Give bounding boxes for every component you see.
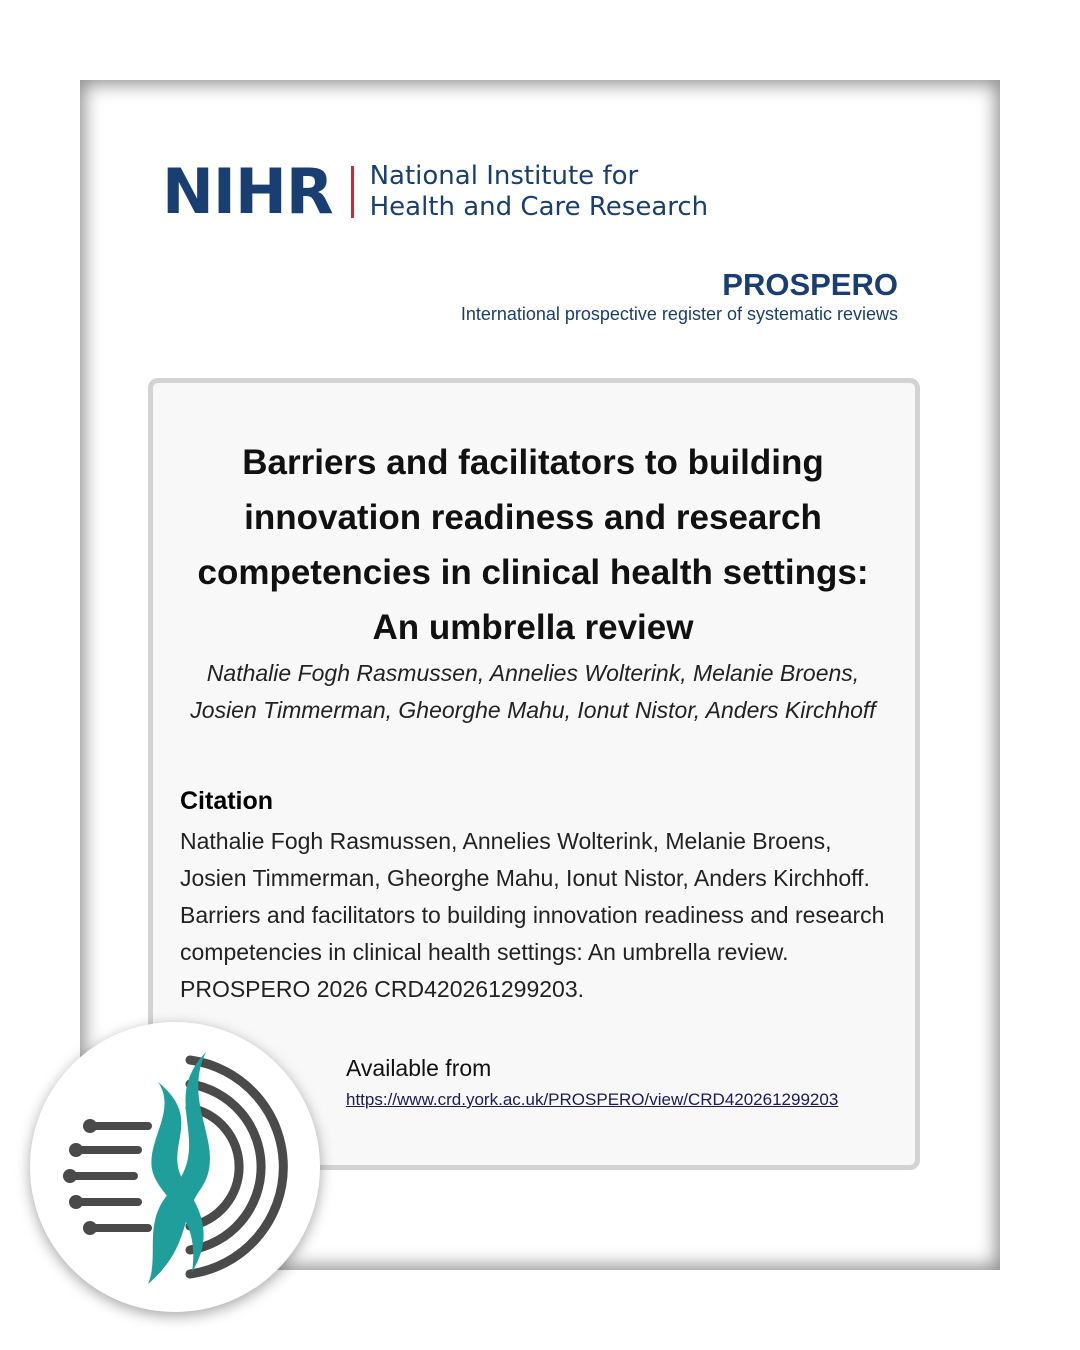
record-authors: Nathalie Fogh Rasmussen, Annelies Wolterink, Melanie Broens, Josien Timmerman, Gheorghe Mahu, Ionut Nistor, Anders Kirchhoff (190, 660, 876, 723)
record-url-link[interactable]: https://www.crd.york.ac.uk/PROSPERO/view/CRD420261299203 (346, 1090, 839, 1109)
record-title: Barriers and facilitators to building innovation readiness and research competencies in clinical health settings: An umbrella review (197, 443, 869, 647)
available-from-label: Available from (346, 1055, 492, 1081)
register-header (461, 268, 898, 325)
register-name: PROSPERO (722, 267, 898, 302)
logo-wordmark (370, 161, 709, 223)
logo-mark: NIHR (162, 155, 333, 228)
register-tagline: International prospective register of systematic reviews (460, 304, 898, 324)
citation-heading: Citation (180, 787, 274, 815)
logo-line-2: Health and Care Research (369, 192, 709, 222)
logo-divider (351, 166, 354, 218)
logo-line-1: National Institute for (369, 161, 639, 191)
dna-circuit-icon (30, 1022, 320, 1312)
nihr-logo (162, 155, 709, 228)
citation-text: Nathalie Fogh Rasmussen, Annelies Wolterink, Melanie Broens, Josien Timmerman, Gheorghe Mahu, Ionut Nistor, Anders Kirchhoff. Barriers and facilitators to building innovation readiness and research competencies in clinical health settings: An umbrella review. PROSPERO 2026 CRD420261299203. (180, 828, 885, 1002)
